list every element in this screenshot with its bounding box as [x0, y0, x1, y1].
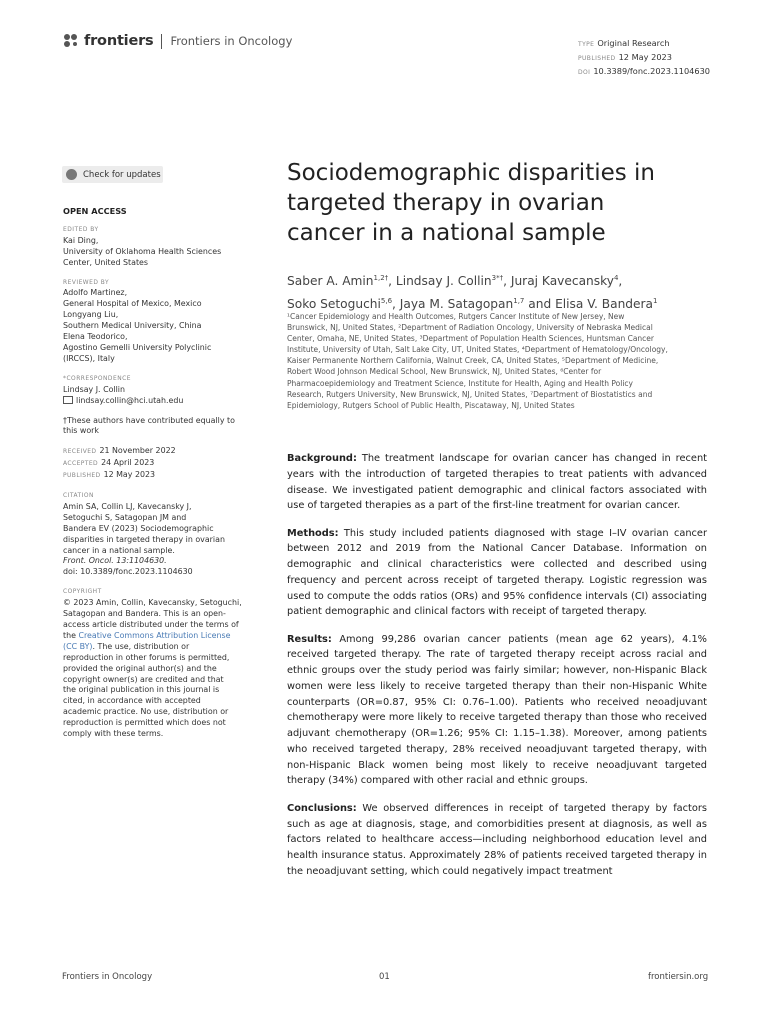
page-number: 01: [379, 972, 390, 982]
check-for-updates-button[interactable]: [62, 166, 163, 183]
cc-license-link[interactable]: Creative Commons Attribution License: [78, 630, 231, 640]
reviewed-by-section: REVIEWED BY Adolfo Martinez, General Hospital of Mexico, Mexico Longyang Liu, Southern Medical University, China Elena Teodorico, Agostino Gemelli University Polyclinic (IRCCS), Italy: [63, 279, 212, 363]
meta-type: TYPE Original Research: [578, 38, 670, 48]
author-name[interactable]: Soko Setoguchi: [287, 297, 381, 312]
open-access-label: OPEN ACCESS: [63, 206, 127, 216]
brand-name: frontiers: [84, 33, 154, 49]
footer-website-link[interactable]: frontiersin.org: [648, 972, 709, 982]
cc-by-link[interactable]: (CC BY): [63, 641, 93, 651]
author-list: Saber A. Amin$^{1,2\dagger}$, Lindsay J. Collin$^{3*\dagger}$, Juraj Kavecansky$^4$, Soko Setoguchi$^{5,6}$, Jaya M. Satagopan$^{1,7}$ and Elisa V. Bandera$^1$: [287, 274, 658, 312]
article-meta: [578, 37, 710, 79]
affiliations: ¹Cancer Epidemiology and Health Outcomes, Rutgers Cancer Institute of New Jersey, New Brunswick, NJ, United States, ²Department of Radiation Oncology, University of Nebraska Medical Center, Omaha, NE, United States, ³Department of Population Health Sciences, Huntsman Cancer Institute, University of Utah, Salt Lake City, UT, United States, ⁴Department of Hematology/Oncology, Kaiser Permanente Northern California, Walnut Creek, CA, United States, ⁵Department of Medicine, Robert Wood Johnson Medical School, New Brunswick, NJ, United States, ⁶Center for Pharmacoepidemiology and Treatment Science, Institute for Health, Aging and Health Policy Research, Rutgers University, New Brunswick, NJ, United States, ⁷Department of Biostatistics and Epidemiology, Rutgers School of Public Health, Piscataway, NJ, United States: [287, 312, 668, 410]
frontiers-logo-icon: [62, 33, 80, 49]
frontiers-logo[interactable]: [62, 33, 292, 49]
equal-contribution-note: †These authors have contributed equally to this work: [63, 415, 235, 436]
footer-journal: Frontiers in Oncology: [62, 972, 153, 982]
author-name[interactable]: Juraj Kavecansky: [510, 274, 614, 289]
abstract-results: Results: Among 99,286 ovarian cancer patients (mean age 62 years), 4.1% received targeted therapy. The rate of targeted therapy receipt across racial and ethnic groups over the study period was fairly similar; however, non-Hispanic Black women were less likely to receive targeted therapy than their non-Hispanic White counterparts (OR=0.87, 95% CI: 0.76–1.00). Patients who received neoadjuvant chemotherapy were more likely to receive targeted therapy than those who received adjuvant chemotherapy (OR=1.26; 95% CI: 1.15–1.38). Moreover, among patients who received targeted therapy, 28% received neoadjuvant targeted therapy, with non-Hispanic Black women being most likely to receive neoadjuvant targeted therapy (34%) compared with other racial and ethnic groups.: [287, 633, 707, 787]
envelope-icon: [63, 396, 73, 404]
author-name[interactable]: Jaya M. Satagopan: [399, 297, 514, 312]
author-name[interactable]: Elisa V. Bandera: [555, 297, 654, 312]
abstract: [287, 451, 707, 891]
abstract-background: Background: The treatment landscape for ovarian cancer has changed in recent years with the introduction of targeted therapies to treat patients with advanced disease. We investigated patient demographic and clinical factors associated with use of targeted therapies as a part of the first-line treatment for ovarian cancer.: [287, 453, 707, 512]
edited-by-section: EDITED BY Kai Ding, University of Oklahoma Health Sciences Center, United States: [63, 226, 222, 267]
article-title: Sociodemographic disparities in targeted therapy in ovarian cancer in a national sample: [287, 160, 656, 246]
abstract-conclusions: Conclusions: We observed differences in receipt of targeted therapy by factors such as age at diagnosis, stage, and comorbidities present at diagnosis, as well as factors related to healthcare access—including neighborhood education level and health insurance status. Approximately 28% of patients received targeted therapy in the neoadjuvant setting, which could negatively impact treatment: [287, 802, 707, 877]
meta-doi: DOI 10.3389/fonc.2023.1104630: [578, 66, 711, 76]
abstract-methods: Methods: This study included patients diagnosed with stage I–IV ovarian cancer between 2012 and 2019 from the National Cancer Database. Information on demographic and clinical characteristics were collected and described using frequency and percent across receipt of targeted therapy. Logistic regression was used to compute the odds ratios (ORs) and 95% confidence intervals (CI) associating patient demographic and clinical factors with receipt of targeted therapy.: [287, 527, 707, 618]
journal-name: Frontiers in Oncology: [170, 34, 293, 48]
copyright-section: COPYRIGHT © 2023 Amin, Collin, Kavecansky, Setoguchi, Satagopan and Bandera. This is an open- access article distributed under the terms of the Creative Commons Attribution License (CC BY). The use, distribution or reproduction in other forums is permitted, provided the original author(s) and the copyright owner(s) are credited and that the original publication in this journal is cited, in accordance with accepted academic practice. No use, distribution or reproduction is permitted which does not comply with these terms.: [63, 589, 242, 739]
logo-divider: [161, 34, 162, 49]
author-name[interactable]: Lindsay J. Collin: [395, 274, 492, 289]
check-for-updates-label: Check for updates: [83, 169, 161, 180]
citation-section: CITATION Amin SA, Collin LJ, Kavecansky J, Setoguchi S, Satagopan JM and Bandera EV (2023) Sociodemographic disparities in targeted therapy in ovarian cancer in a national sample. Front. Oncol. 13:1104630. doi: 10.3389/fonc.2023.1104630: [63, 493, 225, 577]
meta-published: PUBLISHED 12 May 2023: [578, 52, 672, 62]
sidebar: [63, 206, 243, 749]
correspondence-email[interactable]: lindsay.collin@hci.utah.edu: [76, 395, 184, 405]
refresh-icon: [66, 169, 77, 180]
author-name[interactable]: Saber A. Amin: [287, 274, 374, 289]
dates-section: RECEIVED 21 November 2022 ACCEPTED 24 April 2023 PUBLISHED 12 May 2023: [63, 446, 176, 480]
correspondence-section: *CORRESPONDENCE Lindsay J. Collin lindsay.collin@hci.utah.edu: [63, 375, 184, 405]
